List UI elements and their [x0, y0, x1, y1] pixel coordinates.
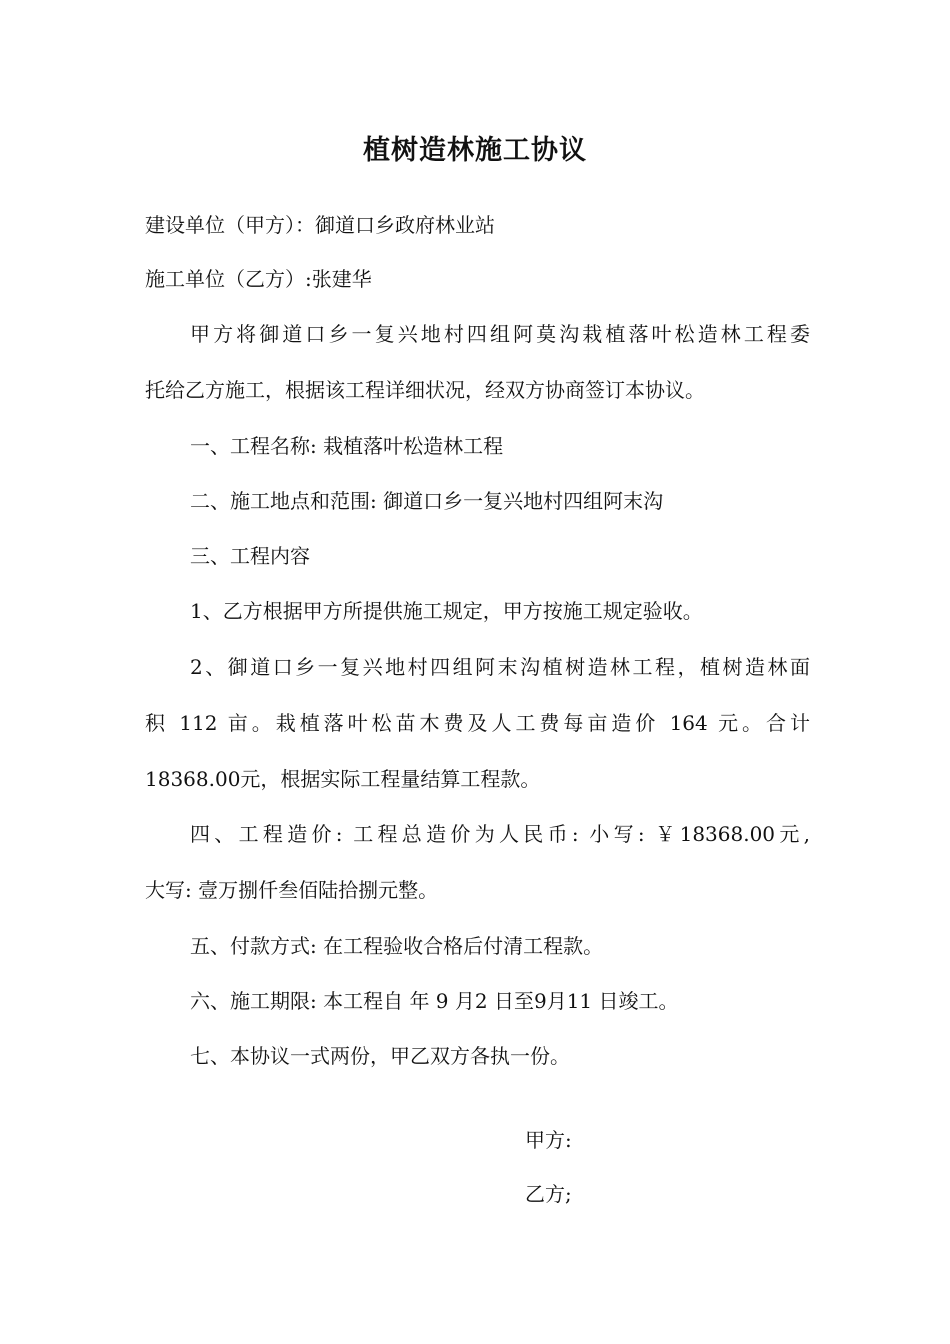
party-a-line: 建设单位（甲方）：御道口乡政府林业站: [145, 213, 495, 237]
clause-content-heading: 三、工程内容: [190, 544, 310, 568]
clause-copies: 七、本协议一式两份，甲乙双方各执一份。: [190, 1044, 570, 1068]
clause-payment: 五、付款方式: 在工程验收合格后付清工程款。: [190, 934, 604, 958]
intro-line-1: 甲方将御道口乡一复兴地村四组阿莫沟栽植落叶松造林工程委: [190, 322, 810, 346]
content-item-1: 1、乙方根据甲方所提供施工规定，甲方按施工规定验收。: [190, 599, 703, 623]
party-b-line: 施工单位（乙方）:张建华: [145, 267, 372, 291]
clause-cost-line-1: 四、工程造价: 工程总造价为人民币: 小写: ￥18368.00元,: [190, 822, 810, 846]
content-item-2-line-3: 18368.00元，根据实际工程量结算工程款。: [145, 767, 541, 791]
signature-party-a: 甲方:: [525, 1128, 572, 1152]
clause-period: 六、施工期限: 本工程自 年 9 月2 日至9月11 日竣工。: [190, 989, 679, 1013]
content-item-2-line-1: 2、御道口乡一复兴地村四组阿末沟植树造林工程，植树造林面: [190, 655, 810, 679]
document-title: 植树造林施工协议: [363, 135, 587, 166]
intro-line-2: 托给乙方施工，根据该工程详细状况，经双方协商签订本协议。: [145, 378, 705, 402]
content-item-2-line-2: 积 112 亩。栽植落叶松苗木费及人工费每亩造价 164 元。合计: [145, 711, 810, 735]
signature-party-b: 乙方;: [525, 1182, 572, 1206]
clause-project-name: 一、工程名称: 栽植落叶松造林工程: [190, 434, 504, 458]
clause-cost-line-2: 大写: 壹万捌仟叁佰陆拾捌元整。: [145, 878, 439, 902]
clause-location: 二、施工地点和范围: 御道口乡一复兴地村四组阿末沟: [190, 489, 664, 513]
